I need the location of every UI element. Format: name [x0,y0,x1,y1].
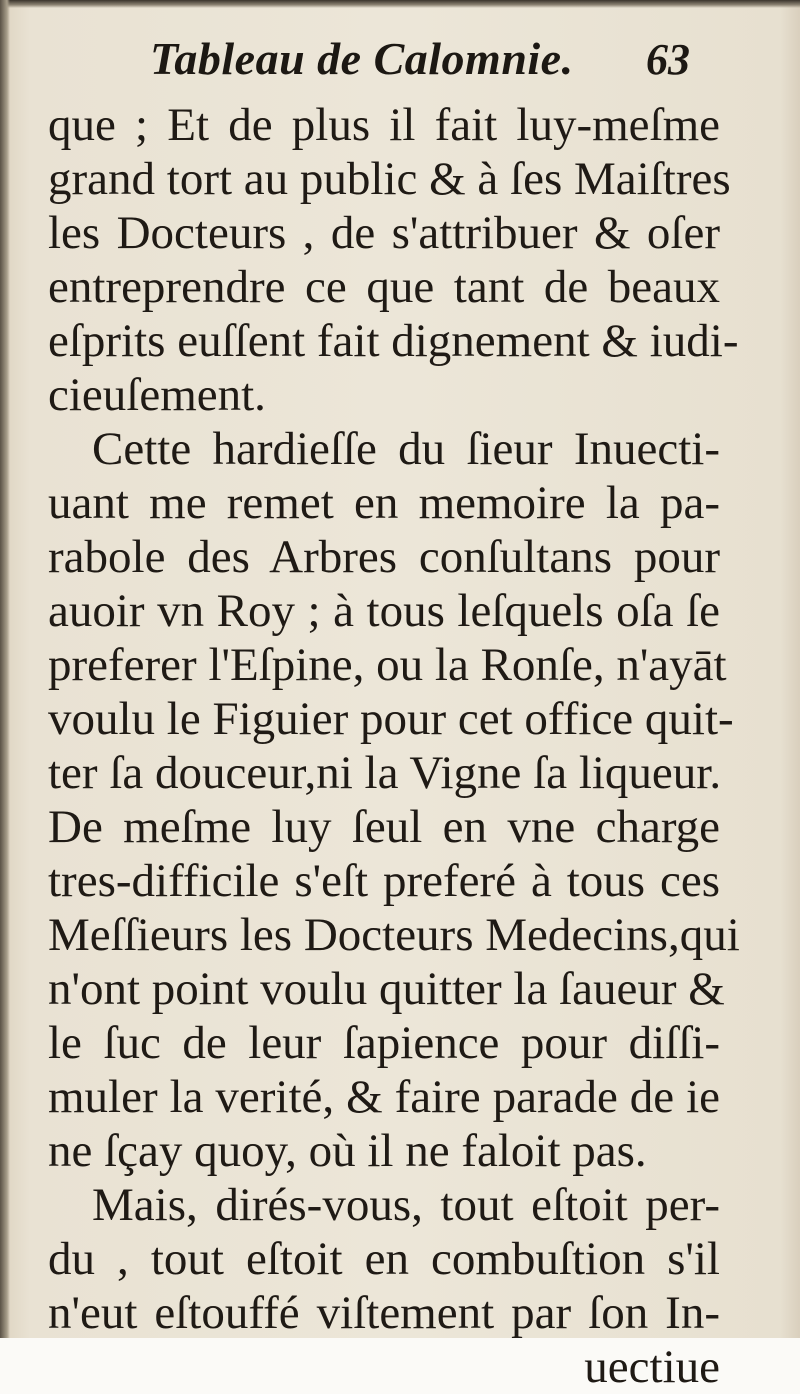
text-line: n'eut eſtouffé viſtement par ſon In- [48,1287,720,1339]
running-head [150,32,690,92]
text-line: entreprendre ce que tant de beaux [48,261,720,313]
text-line: ne ſçay quoy, où il ne faloit pas. [48,1125,647,1177]
page-number: 63 [646,35,690,84]
catchword: uectiue [584,1341,720,1393]
text-line: Meſſieurs les Docteurs Medecins,qui [48,909,740,961]
text-line: uant me remet en memoire la pa- [48,477,720,529]
text-line: eſprits euſſent fait dignement & iudi- [48,315,739,367]
body-text [48,98,740,1394]
page-binding-edge [0,0,10,1338]
page-top-edge [0,0,800,8]
text-line: voulu le Figuier pour cet office quit- [48,693,734,745]
text-line: muler la verité, & faire parade de ie [48,1071,720,1123]
text-line: preferer l'Eſpine, ou la Ronſe, n'ayāt [48,639,727,691]
text-line: grand tort au public & à ſes Maiſtres [48,153,731,205]
text-line: le ſuc de leur ſapience pour diſſi- [48,1017,720,1069]
running-title: Tableau de Calomnie. [150,33,574,84]
text-line: ter ſa douceur,ni la Vigne ſa liqueur. [48,747,722,799]
text-line: Mais, dirés-vous, tout eſtoit per- [92,1179,720,1231]
text-line: du , tout eſtoit en combuſtion s'il [48,1233,720,1285]
text-line: les Docteurs , de s'attribuer & oſer [48,207,720,259]
text-line: que ; Et de plus il fait luy-meſme [48,99,720,151]
text-line: cieuſement. [48,369,266,421]
text-line: auoir vn Roy ; à tous leſquels oſa ſe [48,585,720,637]
text-line: De meſme luy ſeul en vne charge [48,801,720,853]
text-line: rabole des Arbres conſultans pour [48,531,720,583]
text-line: n'ont point voulu quitter la ſaueur & [48,963,725,1015]
text-line: Cette hardieſſe du ſieur Inuecti- [92,423,720,475]
text-line: tres-difficile s'eſt preferé à tous ces [48,855,720,907]
